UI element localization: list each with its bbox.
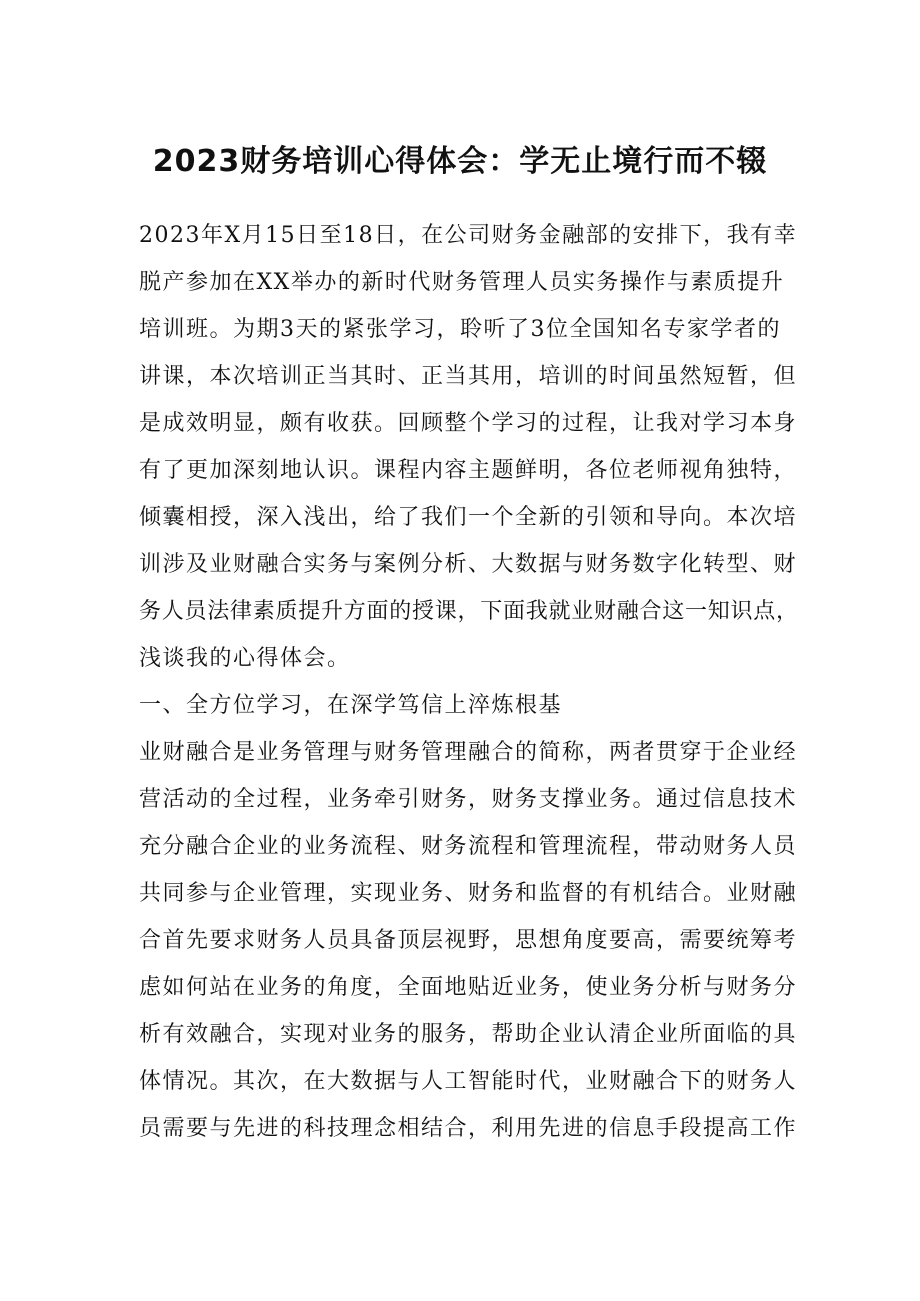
paragraph-line: 务人员法律素质提升方面的授课，下面我就业财融合这一知识点，: [139, 599, 799, 624]
paragraph-line: 脱产参加在XX举办的新时代财务管理人员实务操作与素质提升: [139, 270, 785, 295]
paragraph-line: 析有效融合，实现对业务的服务，帮助企业认清企业所面临的具: [139, 1022, 798, 1047]
paragraph-line: 有了更加深刻地认识。课程内容主题鲜明，各位老师视角独特，: [139, 458, 798, 483]
paragraph-line: 充分融合企业的业务流程、财务流程和管理流程，带动财务人员: [139, 834, 798, 859]
paragraph-line: 训涉及业财融合实务与案例分析、大数据与财务数字化转型、财: [139, 552, 798, 577]
paragraph-line: 合首先要求财务人员具备顶层视野，思想角度要高，需要统筹考: [139, 928, 798, 953]
paragraph-line: 营活动的全过程，业务牵引财务，财务支撑业务。通过信息技术: [139, 787, 798, 812]
document-title: 2023财务培训心得体会：学无止境行而不辍: [152, 144, 768, 179]
paragraph-line: 虑如何站在业务的角度，全面地贴近业务，使业务分析与财务分: [139, 975, 798, 1000]
paragraph-line: 是成效明显，颇有收获。回顾整个学习的过程，让我对学习本身: [139, 411, 798, 436]
paragraph-line: 培训班。为期3天的紧张学习，聆听了3位全国知名专家学者的: [139, 317, 781, 342]
paragraph-line: 共同参与企业管理，实现业务、财务和监督的有机结合。业财融: [139, 881, 798, 906]
paragraph-line: 体情况。其次，在大数据与人工智能时代，业财融合下的财务人: [139, 1069, 798, 1094]
paragraph-line: 倾囊相授，深入浅出，给了我们一个全新的引领和导向。本次培: [139, 505, 798, 530]
paragraph-line: 2023年X月15日至18日，在公司财务金融部的安排下，我有幸: [139, 223, 798, 248]
paragraph-line: 员需要与先进的科技理念相结合，利用先进的信息手段提高工作: [139, 1116, 798, 1141]
paragraph-line: 讲课，本次培训正当其时、正当其用，培训的时间虽然短暂，但: [139, 364, 798, 389]
paragraph-line: 业财融合是业务管理与财务管理融合的简称，两者贯穿于企业经: [139, 740, 798, 765]
paragraph-line: 浅谈我的心得体会。: [139, 646, 351, 671]
section-heading: 一、全方位学习，在深学笃信上淬炼根基: [139, 693, 563, 718]
